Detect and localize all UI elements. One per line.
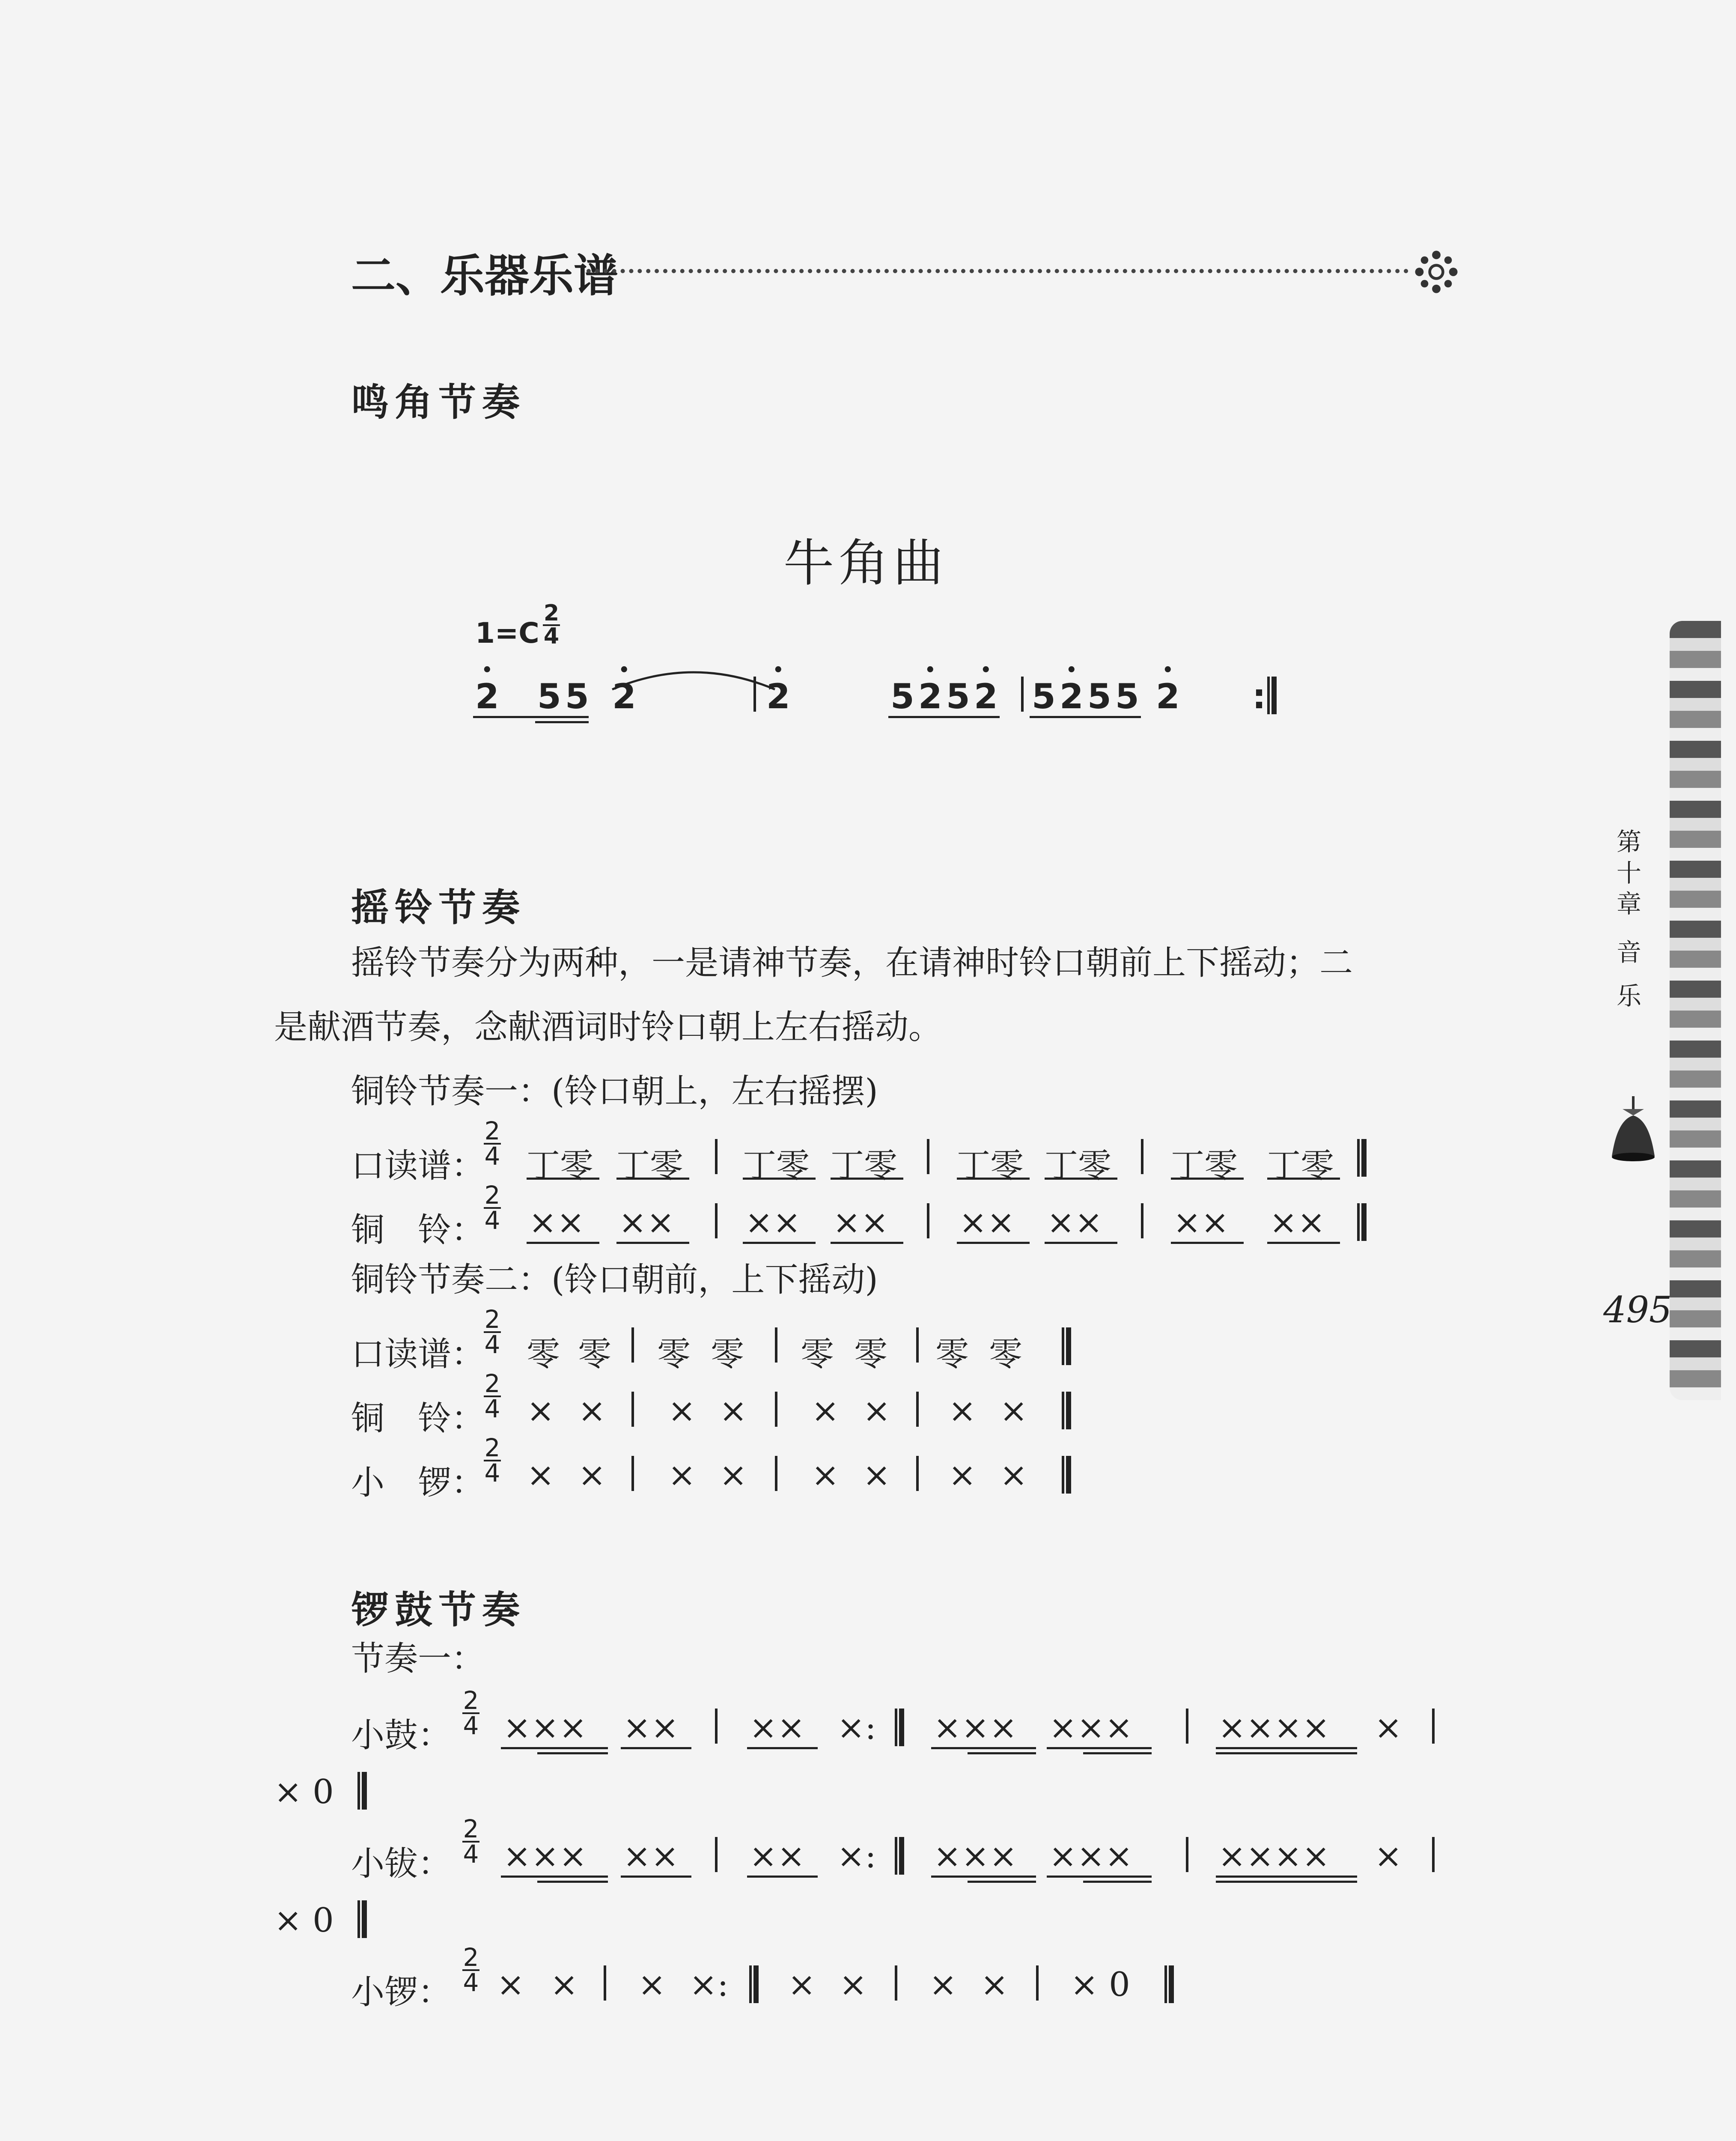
barline <box>715 1203 718 1238</box>
word: 零 <box>854 1335 888 1374</box>
time-num: 2 <box>484 1433 500 1462</box>
x-group: ×× <box>623 1709 679 1747</box>
bell-icon <box>1610 1096 1657 1165</box>
drum-row <box>0 1686 1736 1755</box>
section-title: 二、乐器乐谱 <box>351 250 619 302</box>
x-mark: × <box>550 1965 578 2004</box>
side-char: 第 <box>1616 827 1641 856</box>
x-mark: × <box>527 1456 555 1494</box>
x-mark: × <box>929 1965 957 2004</box>
barline <box>631 1392 634 1427</box>
time-num: 2 <box>543 600 560 626</box>
x-pair: ×× <box>959 1203 1015 1242</box>
octave-dot: • <box>1066 660 1077 680</box>
x-group: ×: <box>837 1709 876 1747</box>
time-signature <box>484 1305 501 1360</box>
time-num: 2 <box>463 1814 479 1843</box>
barline <box>1141 1139 1143 1174</box>
row-label: 小鼓： <box>351 1716 452 1755</box>
word-pair: 丁零 <box>1045 1147 1112 1185</box>
time-signature <box>462 1943 479 1998</box>
barline <box>1141 1203 1143 1238</box>
barline <box>775 1456 777 1491</box>
bell-heading: 摇铃节奏 <box>351 886 526 930</box>
time-den: 4 <box>484 1330 500 1360</box>
side-char: 章 <box>1616 889 1641 918</box>
row-label: 铜 铃： <box>351 1399 485 1438</box>
x-group: ×× <box>623 1837 679 1876</box>
x-group: ××× <box>503 1837 587 1876</box>
x-group: ×××× <box>1218 1837 1330 1876</box>
time-den: 4 <box>484 1142 500 1171</box>
bell-paragraph-line2: 是献酒节奏，念献酒词时铃口朝上左右摇动。 <box>274 1008 942 1047</box>
note: 5 <box>1115 677 1139 716</box>
word-pair: 丁零 <box>1171 1147 1238 1185</box>
barline <box>1021 677 1024 712</box>
note: 5 <box>565 677 589 716</box>
x-mark: × <box>638 1965 666 2004</box>
x-mark: × <box>578 1392 606 1430</box>
barline <box>927 1139 929 1174</box>
x-group: ×× <box>749 1837 805 1876</box>
word: 零 <box>801 1335 834 1374</box>
end-barline <box>1164 1965 1174 2003</box>
beam-line <box>888 716 1000 718</box>
x-mark: × <box>527 1392 555 1430</box>
decorative-border-strip <box>1670 621 1721 1400</box>
word: 零 <box>935 1335 969 1374</box>
x-group: × <box>1374 1709 1402 1747</box>
cymbal-tail <box>274 1901 334 1940</box>
x-mark: ×: <box>689 1965 729 2004</box>
note: 2 <box>1060 677 1084 716</box>
row-label: 口读谱： <box>351 1147 485 1185</box>
repeat-barline <box>895 1837 904 1875</box>
page-number: 495 <box>1603 1289 1672 1331</box>
x-mark: × <box>980 1965 1009 2004</box>
side-char: 音 <box>1616 937 1641 967</box>
x-mark: × <box>863 1392 891 1430</box>
note: 2 <box>974 677 998 716</box>
repeat-dots: : <box>1252 677 1266 716</box>
time-num: 2 <box>484 1181 500 1210</box>
x-mark: × <box>1000 1456 1028 1494</box>
bell-rhythm1-title: 铜铃节奏一：(铃口朝上，左右摇摆) <box>351 1072 878 1111</box>
octave-dot: • <box>925 660 936 680</box>
x-pair: ×× <box>745 1203 801 1242</box>
x-group: ×× <box>749 1709 805 1747</box>
barline <box>916 1392 919 1427</box>
horn-score-line <box>0 660 1736 762</box>
x-mark: × <box>668 1392 696 1430</box>
x-mark: × <box>719 1456 747 1494</box>
tail-text: × 0 <box>274 1901 334 1940</box>
flower-ornament-icon <box>1413 248 1460 295</box>
word: 零 <box>989 1335 1023 1374</box>
barline <box>895 1965 897 2001</box>
beam-line <box>535 721 589 723</box>
key-text: 1=C <box>475 617 539 650</box>
time-den: 4 <box>484 1394 500 1424</box>
bell-r2-gong-row <box>0 1433 1736 1502</box>
x-group: ××× <box>933 1837 1018 1876</box>
end-barline <box>1062 1456 1071 1494</box>
x-mark: × <box>948 1392 977 1430</box>
barline <box>927 1203 929 1238</box>
time-den: 4 <box>484 1458 500 1488</box>
barline <box>715 1837 718 1872</box>
cymbal-row <box>0 1814 1736 1883</box>
bell-r1-bell-row <box>0 1181 1736 1249</box>
time-num: 2 <box>463 1686 479 1715</box>
time-num: 2 <box>484 1116 500 1145</box>
barline <box>604 1965 606 2001</box>
barline <box>916 1456 919 1491</box>
word: 零 <box>578 1335 612 1374</box>
word-pair: 丁零 <box>957 1147 1024 1185</box>
x-pair: ×× <box>529 1203 585 1242</box>
barline <box>753 677 756 712</box>
repeat-barline <box>895 1709 904 1746</box>
note: 2 <box>918 677 942 716</box>
word-pair: 丁零 <box>527 1147 594 1185</box>
horn-heading: 鸣角节奏 <box>351 380 526 424</box>
barline <box>1186 1837 1188 1872</box>
note: 2 <box>1156 677 1180 716</box>
side-char: 乐 <box>1616 981 1641 1011</box>
time-num: 2 <box>484 1305 500 1334</box>
time-den: 4 <box>484 1206 500 1235</box>
x-mark: × <box>668 1456 696 1494</box>
time-den: 4 <box>543 623 560 649</box>
x-pair: ×× <box>1173 1203 1229 1242</box>
x-mark: × <box>811 1456 840 1494</box>
end-barline <box>357 1772 367 1810</box>
octave-dot: • <box>482 660 493 680</box>
bell-r2-bell-row <box>0 1369 1736 1438</box>
end-barline <box>1267 677 1277 714</box>
x-mark: × <box>839 1965 867 2004</box>
octave-dot: • <box>773 660 784 680</box>
note: 5 <box>1087 677 1111 716</box>
row-label: 小锣： <box>351 1973 452 2012</box>
chapter-side-label <box>1614 826 1644 1012</box>
x-group: ××× <box>933 1709 1018 1747</box>
x-group: ××× <box>1049 1709 1133 1747</box>
row-label: 口读谱： <box>351 1335 485 1374</box>
x-mark: × <box>719 1392 747 1430</box>
row-label: 铜 铃： <box>351 1211 485 1249</box>
note: 5 <box>1032 677 1056 716</box>
word-pair: 丁零 <box>616 1147 684 1185</box>
x-group: × <box>1374 1837 1402 1876</box>
x-mark: × <box>1000 1392 1028 1430</box>
word: 零 <box>711 1335 744 1374</box>
time-signature <box>462 1686 479 1741</box>
barline <box>715 1139 718 1174</box>
header-dotted-rule <box>587 269 1408 273</box>
beam-line <box>473 716 589 718</box>
octave-dot: • <box>1162 660 1173 680</box>
x-mark: × <box>811 1392 840 1430</box>
barline <box>775 1392 777 1427</box>
barline <box>631 1456 634 1491</box>
barline <box>1036 1965 1039 2001</box>
tail-text: × 0 <box>274 1773 334 1811</box>
x-group: ××× <box>1049 1837 1133 1876</box>
note: 5 <box>537 677 561 716</box>
time-num: 2 <box>463 1943 479 1972</box>
note: 5 <box>890 677 914 716</box>
x-pair: ×× <box>1269 1203 1325 1242</box>
word-pair: 丁零 <box>743 1147 810 1185</box>
note: 2 <box>475 677 499 716</box>
word-pair: 丁零 <box>1267 1147 1334 1185</box>
barline <box>1186 1709 1188 1744</box>
barline <box>715 1709 718 1744</box>
x-group: ××× <box>503 1709 587 1747</box>
barline <box>916 1327 919 1363</box>
end-barline <box>1357 1203 1367 1241</box>
x-mark: × <box>788 1965 816 2004</box>
time-signature <box>484 1181 501 1235</box>
time-signature <box>462 1814 479 1869</box>
side-char: 十 <box>1616 858 1641 888</box>
time-den: 4 <box>463 1840 479 1869</box>
x-group: ×××× <box>1218 1709 1330 1747</box>
word: 零 <box>527 1335 560 1374</box>
time-signature <box>484 1433 501 1488</box>
end-barline <box>357 1900 367 1938</box>
x-pair: ×× <box>619 1203 675 1242</box>
drum-rhythm1-title: 节奏一： <box>351 1640 485 1678</box>
octave-dot: • <box>619 660 630 680</box>
x-mark: × <box>863 1456 891 1494</box>
x-group: ×: <box>837 1837 876 1876</box>
repeat-barline <box>749 1965 759 2003</box>
word: 零 <box>657 1335 691 1374</box>
note: 2 <box>612 677 636 716</box>
x-mark: × 0 <box>1070 1965 1130 2004</box>
x-mark: × <box>578 1456 606 1494</box>
row-label: 小 锣： <box>351 1464 485 1502</box>
end-barline <box>1357 1139 1367 1177</box>
bell-rhythm2-title: 铜铃节奏二：(铃口朝前，上下摇动) <box>351 1261 878 1299</box>
end-barline <box>1062 1327 1071 1365</box>
time-num: 2 <box>484 1369 500 1398</box>
key-signature <box>475 617 539 650</box>
drum-tail <box>274 1773 334 1811</box>
barline <box>1432 1837 1435 1872</box>
song-title: 牛角曲 <box>783 534 948 593</box>
time-den: 4 <box>463 1968 479 1998</box>
barline <box>775 1327 777 1363</box>
drum-heading: 锣鼓节奏 <box>351 1588 526 1632</box>
beam-line <box>1030 716 1141 718</box>
row-label: 小钹： <box>351 1845 452 1883</box>
time-signature <box>484 1116 501 1171</box>
note: 5 <box>946 677 970 716</box>
horn-time-signature <box>543 600 560 649</box>
x-mark: × <box>948 1456 977 1494</box>
note: 2 <box>766 677 790 716</box>
octave-dot: • <box>980 660 992 680</box>
word-pair: 丁零 <box>831 1147 898 1185</box>
bell-r1-words-row <box>0 1116 1736 1185</box>
barline <box>631 1327 634 1363</box>
bell-paragraph-line1: 摇铃节奏分为两种，一是请神节奏，在请神时铃口朝前上下摇动；二 <box>351 944 1353 982</box>
x-mark: × <box>497 1965 525 2004</box>
x-pair: ×× <box>1047 1203 1103 1242</box>
barline <box>1432 1709 1435 1744</box>
end-barline <box>1062 1392 1071 1429</box>
time-signature <box>484 1369 501 1424</box>
gong-row <box>0 1943 1736 2012</box>
time-den: 4 <box>463 1711 479 1741</box>
x-pair: ×× <box>833 1203 889 1242</box>
